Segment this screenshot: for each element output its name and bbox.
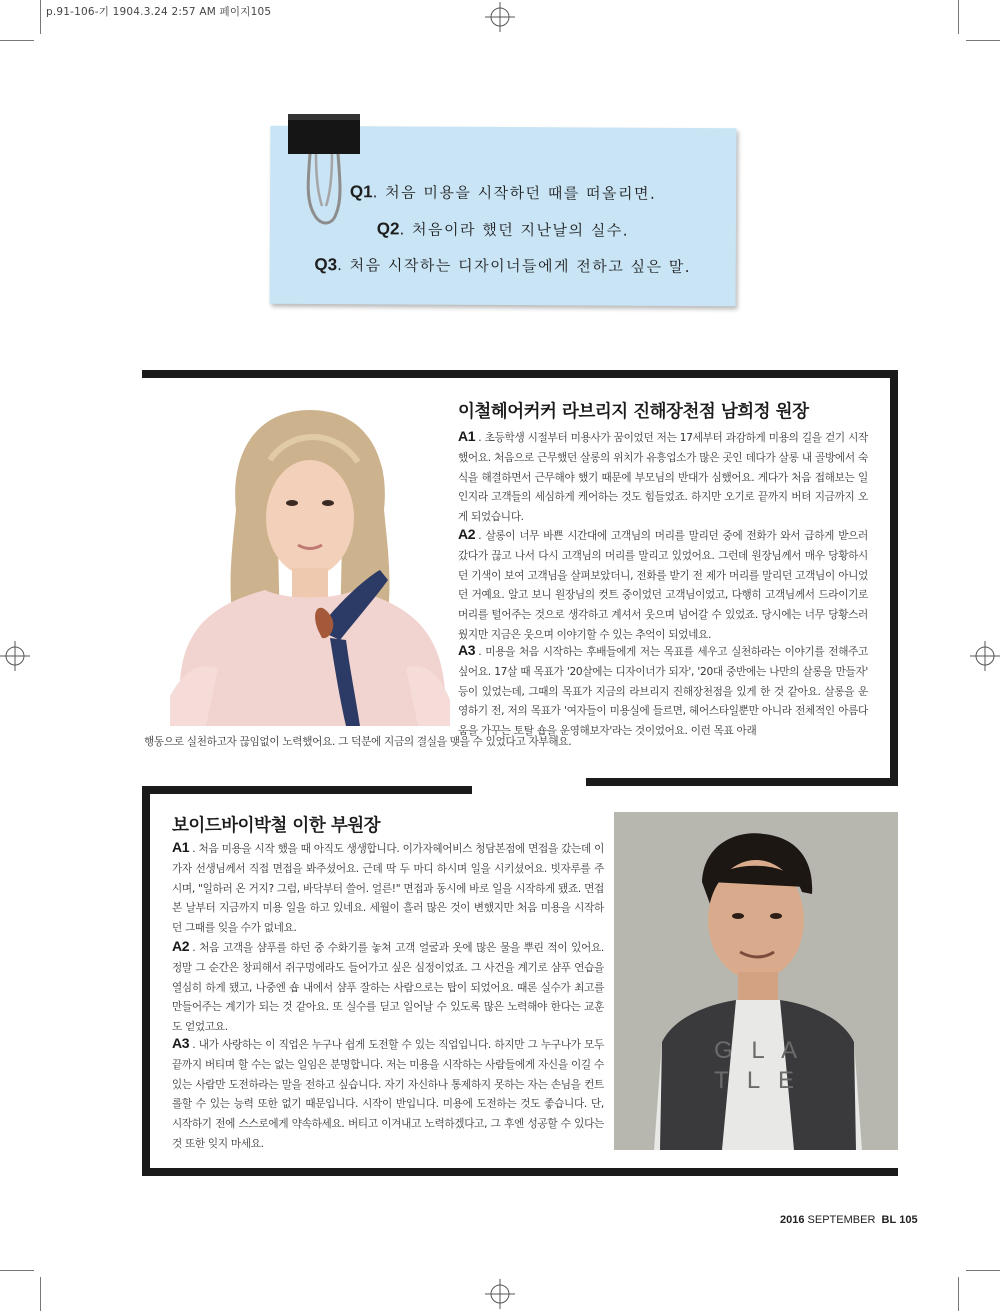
page-number: 105 [899, 1214, 918, 1226]
portrait-photo-man [614, 812, 898, 1150]
crop-mark [0, 1270, 34, 1271]
box-border [142, 370, 898, 378]
crop-mark [958, 0, 959, 34]
registration-mark-left [0, 641, 30, 671]
svg-text:T L E: T L E [714, 1067, 801, 1094]
crop-mark [40, 1277, 41, 1311]
answer-label: A2 [172, 938, 190, 954]
question-2-label: Q2 [376, 219, 400, 239]
interviewee-1-name: 이철헤어커커 라브리지 진해장천점 남희정 원장 [458, 402, 809, 422]
answer-label: A2 [458, 526, 476, 542]
answer-label: A3 [458, 642, 476, 658]
interview-2-answer-2 [172, 937, 604, 1038]
answer-text: . 처음 미용을 시작 했을 때 아직도 생생합니다. 이가자헤어비스 청담본점에 면접을 갔는데 이가자 선생님께서 직접 면접을 봐주셨어요. 근데 딱 두 마디 하시며 일을 시키셨어요. 빗자루를 주시며, "일하러 온 거지? 그럼, 바닥부터 쓸어. 얼른!" 면접과 동시에 바로 일을 시작하게 됐죠. 면접 본 날부터 지금까지 미용 일을 하고 있네요. 세월이 흘러 많은 것이 변했지만 처음 미용을 시작하던 그때를 잊을 수가 없네요. [172, 843, 604, 935]
binder-clip-icon [284, 110, 364, 240]
box-border [142, 786, 472, 794]
interview-1-answer-3 [458, 641, 868, 742]
footer-year: 2016 [780, 1214, 805, 1226]
answer-text: . 살롱이 너무 바쁜 시간대에 고객님의 머리를 말리던 중에 전화가 와서 급하게 받으러 갔다가 끊고 나서 다시 고객님의 머리를 말리고 있었어요. 그런데 원장님께서 매우 당황하시던 기색이 보여 고객님을 살펴보았더니, 전화를 받기 전 제가 머리를 말리던 고객님이 아니었던 거예요. 알고 보니 원장님의 컷트 중이었던 고객님이었고, 다행히 고객님께서 드라이기로 머리를 털어주는 것으로 생각하고 계셔서 웃으며 넘어갈 수 있었죠. 당시에는 너무 당황스러웠지만 지금은 웃으며 이야기할 수 있는 추억이 되었네요. [458, 530, 868, 641]
registration-mark-bottom [485, 1279, 515, 1309]
question-3-label: Q3 [314, 255, 338, 275]
interview-2-answer-1 [172, 838, 604, 939]
footer-magazine: BL [881, 1214, 897, 1226]
interviewee-2-name: 보이드바이박철 이한 부원장 [172, 816, 381, 836]
answer-label: A1 [172, 839, 190, 855]
interview-2-answer-3 [172, 1034, 604, 1155]
shirt-print-text: G L A [714, 1037, 804, 1064]
answer-text: . 미용을 처음 시작하는 후배들에게 저는 목표를 세우고 실천하라는 이야기를 전해주고 싶어요. 17살 때 목표가 '20살에는 디자이너가 되자', '20대 중반에는 나만의 살롱을 만들자' 등이 있었는데, 그때의 목표가 지금의 라브리지 진해장천점을 있게 한 것 같아요. 살롱을 운영하기 전, 저의 목표가 '여자들이 미용실에 들르면, 헤어스타일뿐만 아니라 전체적인 아름다움을 가꾸는 토탈 숍을 운영해보자'라는 것이었어요. 이런 목표 아래 [458, 646, 868, 738]
registration-mark-top [485, 2, 515, 32]
box-border [142, 786, 150, 1176]
footer-month: SEPTEMBER [807, 1214, 876, 1226]
question-1-label: Q1 [349, 182, 373, 202]
crop-mark [966, 40, 1000, 41]
question-3 [270, 254, 736, 277]
crop-mark [0, 40, 34, 41]
box-border [890, 370, 898, 786]
print-slug: p.91-106-기 1904.3.24 2:57 AM 페이지105 [46, 6, 272, 18]
crop-mark [40, 0, 41, 34]
page-footer [780, 1214, 918, 1226]
answer-text: . 내가 사랑하는 이 직업은 누구나 쉽게 도전할 수 있는 직업입니다. 하지만 그 누구나가 모두 끝까지 버티며 할 수는 없는 일임은 분명합니다. 저는 미용을 시작하는 사람들에게 자신을 이길 수 있는 사람만 도전하라는 말을 전하고 싶습니다. 자기 자신하나 통제하지 못하는 자는 손님을 컨트롤할 수 있는 능력 또한 없기 때문입니다. 시작이 반입니다. 미용에 도전하는 것도 좋습니다. 단, 시작하기 전에 스스로에게 약속하세요. 버티고 이겨내고 노력하겠다고, 그 후엔 성공할 수 있다는 것 또한 잊지 마세요. [172, 1039, 604, 1150]
portrait-photo-woman [170, 400, 450, 726]
crop-mark [958, 1277, 959, 1311]
answer-text: . 처음 고객을 샴푸를 하던 중 수화기를 놓쳐 고객 얼굴과 옷에 많은 물을 뿌린 적이 있어요. 정말 그 순간은 창피해서 쥐구멍에라도 들어가고 싶은 심정이었죠. 그 사건을 계기로 샴푸 연습을 열심히 하게 됐고, 나중엔 숍 내에서 샴푸 잘하는 사람으로는 탑이 되었어요. 때론 실수가 최고를 만들어주는 계기가 되는 것 같아요. 또 실수를 딛고 일어날 수 있도록 많은 노력해야 한다는 교훈도 얻었고요. [172, 942, 605, 1034]
box-border [142, 1168, 898, 1176]
answer-label: A1 [458, 428, 476, 444]
box-border [586, 778, 898, 786]
interview-1-answer-2 [458, 525, 868, 646]
registration-mark-right [970, 641, 1000, 671]
crop-mark [966, 1270, 1000, 1271]
answer-label: A3 [172, 1035, 190, 1051]
interview-1-answer-1 [458, 427, 868, 528]
answer-text: . 초등학생 시절부터 미용사가 꿈이었던 저는 17세부터 과감하게 미용의 길을 걷기 시작했어요. 처음으로 근무했던 살롱의 위치가 유흥업소가 많은 곳인 데다가 살롱 내 골방에서 숙식을 해결하면서 근무해야 했기 때문에 부모님의 반대가 심했어요. 게다가 처음 접해보는 일인지라 고객들의 세심하게 케어하는 것도 힘들었죠. 하지만 오기로 끝까지 버텨 지금까지 오게 되었습니다. [458, 432, 868, 524]
question-2-text: . 처음이라 했던 지난날의 실수. [399, 220, 630, 240]
question-1-text: . 처음 미용을 시작하던 때를 떠올리면. [372, 183, 657, 203]
question-3-text: . 처음 시작하는 디자이너들에게 전하고 싶은 말. [337, 256, 692, 276]
interview-1-answer-3-tail: 행동으로 실천하고자 끊임없이 노력했어요. 그 덕분에 지금의 결실을 맺을 수 있었다고 자부해요. [144, 736, 572, 748]
